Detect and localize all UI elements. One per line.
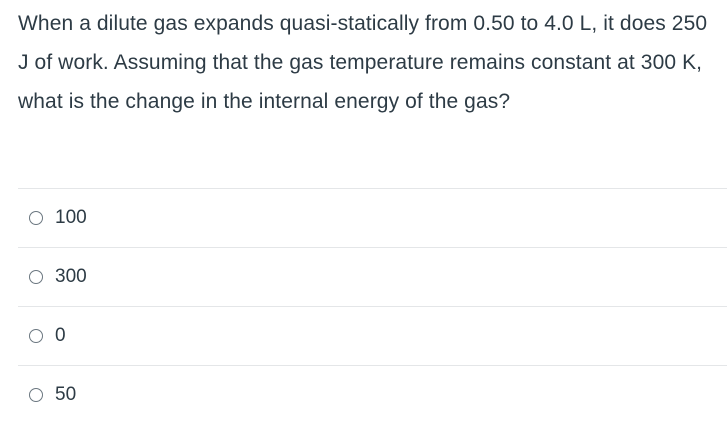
radio-button[interactable] <box>29 211 43 225</box>
answer-list <box>18 188 727 424</box>
answer-option-300[interactable] <box>18 247 727 306</box>
radio-button[interactable] <box>29 270 43 284</box>
answer-label: 100 <box>55 207 87 228</box>
radio-button[interactable] <box>29 388 43 402</box>
answer-option-0[interactable] <box>18 306 727 365</box>
answer-option-100[interactable] <box>18 188 727 247</box>
answer-option-50[interactable] <box>18 365 727 424</box>
question-text: When a dilute gas expands quasi-statically from 0.50 to 4.0 L, it does 250 J of work. Assuming that the gas temperature remains constant at 300 K, what is the change in the internal energy of the gas? <box>18 12 708 113</box>
radio-button[interactable] <box>29 329 43 343</box>
answer-label: 50 <box>55 384 77 405</box>
answer-label: 0 <box>55 325 66 346</box>
answer-label: 300 <box>55 266 87 287</box>
